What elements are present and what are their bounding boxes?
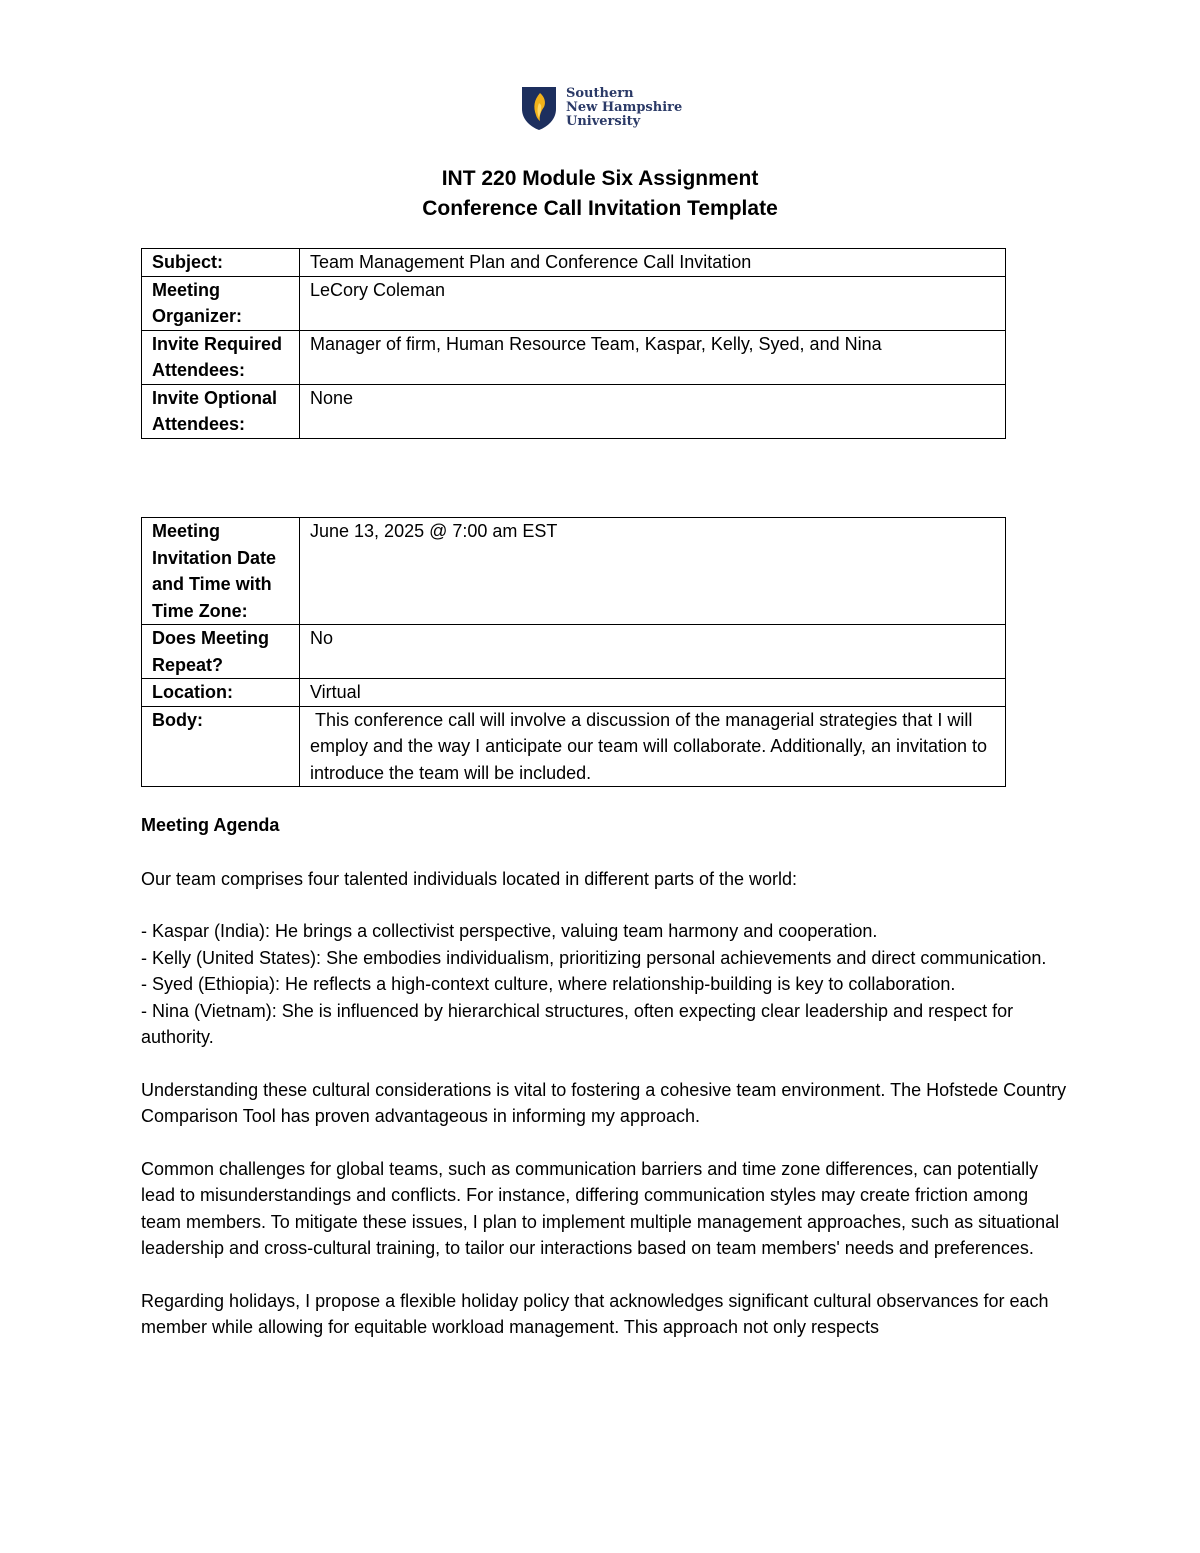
table-row (142, 330, 1006, 384)
cultural-considerations-paragraph: Understanding these cultural considerations is vital to fostering a cohesive team environment. The Hofstede Country Comparison Tool has proven advantageous in informing my approach. (141, 1079, 1067, 1126)
logo-line-2: New Hampshire (566, 100, 683, 115)
date-time-label: Meeting Invitation Date and Time with Time Zone: (142, 518, 300, 625)
document-subtitle: Conference Call Invitation Template (422, 197, 778, 220)
table-row (142, 249, 1006, 277)
agenda-intro: Our team comprises four talented individuals located in different parts of the world: (141, 868, 798, 889)
table-row (142, 276, 1006, 330)
date-time-value: June 13, 2025 @ 7:00 am EST (300, 518, 1006, 625)
table-row (142, 706, 1006, 787)
snhu-shield-flame-icon (520, 85, 558, 131)
location-value: Virtual (300, 679, 1006, 707)
meeting-details-table (141, 517, 1006, 787)
logo-line-1: Southern (566, 86, 634, 101)
optional-attendees-value: None (300, 384, 1006, 438)
repeat-value: No (300, 625, 1006, 679)
body-label: Body: (142, 706, 300, 787)
table-row (142, 679, 1006, 707)
table-row (142, 625, 1006, 679)
organizer-label: Meeting Organizer: (142, 276, 300, 330)
subject-label: Subject: (142, 249, 300, 277)
list-item: - Kaspar (India): He brings a collectivist perspective, valuing team harmony and cooperation. (141, 921, 878, 941)
required-attendees-value: Manager of firm, Human Resource Team, Kaspar, Kelly, Syed, and Nina (300, 330, 1006, 384)
list-item: - Kelly (United States): She embodies individualism, prioritizing personal achievements and direct communication. (141, 947, 1047, 968)
university-logo (520, 84, 690, 132)
logo-line-3: University (566, 114, 641, 129)
invitation-details-table (141, 248, 1006, 439)
optional-attendees-label: Invite Optional Attendees: (142, 384, 300, 438)
agenda-heading: Meeting Agenda (141, 815, 280, 835)
subject-value: Team Management Plan and Conference Call Invitation (300, 249, 1006, 277)
list-item: - Syed (Ethiopia): He reflects a high-context culture, where relationship-building is key to collaboration. (141, 974, 956, 994)
repeat-label: Does Meeting Repeat? (142, 625, 300, 679)
location-label: Location: (142, 679, 300, 707)
challenges-paragraph: Common challenges for global teams, such as communication barriers and time zone differences, can potentially lead to misunderstandings and conflicts. For instance, differing communication styles may create friction among team members. To mitigate these issues, I plan to implement multiple management approaches, such as situational leadership and cross-cultural training, to tailor our interactions based on team members' needs and preferences. (141, 1158, 1060, 1258)
holidays-paragraph: Regarding holidays, I propose a flexible holiday policy that acknowledges significant cultural observances for each member while allowing for equitable workload management. This approach not only respects (141, 1290, 1049, 1337)
document-title: INT 220 Module Six Assignment (441, 167, 759, 190)
table-row (142, 384, 1006, 438)
table-row (142, 518, 1006, 625)
body-value: This conference call will involve a discussion of the managerial strategies that I will employ and the way I anticipate our team will collaborate. Additionally, an invitation to introduce the team will be included. (300, 706, 1006, 787)
team-member-list (141, 918, 1071, 1051)
document-header (0, 164, 1200, 224)
list-item: - Nina (Vietnam): She is influenced by hierarchical structures, often expecting clear leadership and respect for authority. (141, 1000, 1014, 1047)
meeting-agenda-section (141, 812, 1071, 1367)
required-attendees-label: Invite Required Attendees: (142, 330, 300, 384)
organizer-value: LeCory Coleman (300, 276, 1006, 330)
logo-wordmark (566, 87, 682, 129)
